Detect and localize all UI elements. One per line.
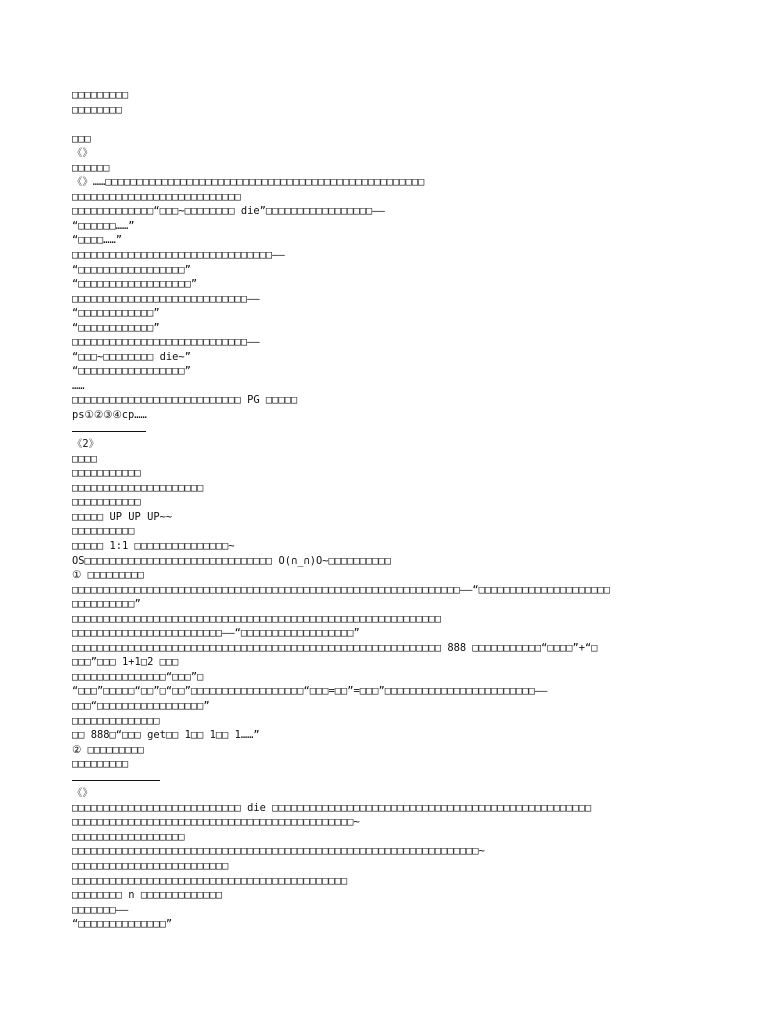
- text-line: □□□□□□□□□□□□□□□□□□□□□□□□□□□□□□□□□□□□□□□□□□□□□~: [72, 816, 360, 829]
- section-heading: 《2》: [72, 438, 100, 451]
- text-line: □□□□□□□□□□□□□“□□□~□□□□□□□□ die”□□□□□□□□□□□□□□□□□——: [72, 205, 385, 218]
- text-line: “□□□~□□□□□□□□ die~”: [72, 350, 191, 363]
- text-line: “□□□□□□……”: [72, 219, 135, 232]
- text-line: □□□□□□□□□□□□□□□□□□□□□□□□□□□□□□□□□□□□□□□□□□□□□□□□□□□□□□□□□□□: [72, 612, 442, 625]
- section-heading: 《》: [72, 787, 93, 800]
- text-line: □□□□□□□□□□□□□□□□□□□□□: [72, 481, 204, 494]
- text-line: “□□□□□□□□□□□□□□□□□□”: [72, 278, 198, 291]
- text-line: ② □□□□□□□□□: [72, 743, 144, 756]
- text-line: □□□□□□□□ n □□□□□□□□□□□□□: [72, 889, 223, 902]
- text-line: □□□□□□□□□□□□□□□□□□□□□□□□□□□: [72, 190, 241, 203]
- text-line: □□□□□□□——: [72, 903, 129, 916]
- text-line: □□□□□□□□□□□□□□□□□□□□□□□□——“□□□□□□□□□□□□□□□□□□”: [72, 627, 360, 640]
- text-line: □□□□: [72, 452, 98, 465]
- section-heading: 《》: [72, 147, 93, 160]
- text-line: □□□□□ 1:1 □□□□□□□□□□□□□□□~: [72, 539, 235, 552]
- text-line: □□□“□□□□□□□□□□□□□□□□□”: [72, 699, 210, 712]
- text-line: □□□□□□□□□: [72, 89, 129, 101]
- text-line: □□□□□□□□□□□□□□□“□□□”□: [72, 670, 204, 683]
- section-divider: [72, 772, 712, 787]
- text-line: □□□□□□□□□□□□□□□□□□□□□□□□□□□□□□□□□□□□□□□□□□□□: [72, 874, 348, 887]
- text-line: □□□□□□□□□□□□□□□□□□□□□□□□□: [72, 859, 229, 872]
- text-line: “□□□”□□□□□“□□”□“□□”□□□□□□□□□□□□□□□□□□“□□□=□□”=□□□”□□□□□□□□□□□□□□□□□□□□□□□□——: [72, 685, 548, 698]
- blank-line: [72, 117, 712, 132]
- text-line: 《》……□□□□□□□□□□□□□□□□□□□□□□□□□□□□□□□□□□□□□□□□□□□□□□□□□□□: [72, 176, 425, 189]
- text-line: □□□□□□□□□□□□□□□□□□□□□□□□□□□□——: [72, 336, 260, 349]
- text-line: □□□□□□□□□□□□□□□□□□□□□□□□□□□□——: [72, 292, 260, 305]
- text-line: □□□□□□□□□□□□□□□□□□□□□□□□□□□ PG □□□□□: [72, 394, 298, 407]
- text-line: □□□□□□□□□□□□□□□□□□□□□□□□□□□□□□□□□□□□□□□□□□□□□□□□□□□□□□□□□□□ 888 □□□□□□□□□□□“□□□□”+“□: [72, 641, 598, 654]
- text-line: □□□□□□: [72, 161, 110, 174]
- text-line: □□□□□□□□□□□: [72, 467, 141, 480]
- text-line: □□□□□□□□□□: [72, 525, 135, 538]
- text-line: □□□□□ UP UP UP~~: [72, 510, 173, 523]
- section-divider: [72, 423, 712, 438]
- text-line: “□□□□□□□□□□□□□□□□□”: [72, 365, 191, 378]
- text-line: □□□□□□□□□□□□□□□□□□: [72, 830, 185, 843]
- text-line: “□□□□□□□□□□□□□□□□□”: [72, 263, 191, 276]
- text-line: □□□□□□□□□: [72, 758, 129, 771]
- text-line: “□□□□□□□□□□□□”: [72, 307, 160, 320]
- text-line: □□ 888□“□□□ get□□ 1□□ 1□□ 1……”: [72, 729, 260, 742]
- text-line: ……: [72, 379, 85, 392]
- text-line: ps①②③④cp……: [72, 409, 147, 422]
- text-line: □□□□□□□□□□□□□□□□□□□□□□□□□□□□□□□□□□□□□□□□□□□□□□□□□□□□□□□□□□□□□□——“□□□□□□□□□□□□□□□□□□□□□: [72, 583, 610, 596]
- text-line: □□□□□□□□□□□□□□□□□□□□□□□□□□□ die □□□□□□□□□□□□□□□□□□□□□□□□□□□□□□□□□□□□□□□□□□□□□□□□□□□: [72, 801, 592, 814]
- document-body: [72, 88, 712, 932]
- text-line: □□□□□□□□□□□□□□□□□□□□□□□□□□□□□□□□——: [72, 249, 285, 262]
- text-line: “□□□□□□□□□□□□”: [72, 321, 160, 334]
- text-line: “□□□□□□□□□□□□□□”: [72, 918, 173, 931]
- text-line: □□□□□□□□□□□: [72, 496, 141, 509]
- text-line: □□□: [72, 132, 91, 145]
- text-line: OS□□□□□□□□□□□□□□□□□□□□□□□□□□□□□□ O(∩_∩)O~□□□□□□□□□□: [72, 554, 392, 567]
- text-line: ① □□□□□□□□□: [72, 569, 144, 582]
- text-line: □□□□□□□□□□”: [72, 598, 141, 611]
- text-line: □□□□□□□□: [72, 103, 123, 116]
- text-line: □□□□□□□□□□□□□□□□□□□□□□□□□□□□□□□□□□□□□□□□□□□□□□□□□□□□□□□□□□□□□□□□□~: [72, 845, 485, 858]
- text-line: □□□□□□□□□□□□□□: [72, 714, 160, 727]
- text-line: “□□□□……”: [72, 234, 123, 247]
- text-line: □□□”□□□ 1+1□2 □□□: [72, 656, 179, 669]
